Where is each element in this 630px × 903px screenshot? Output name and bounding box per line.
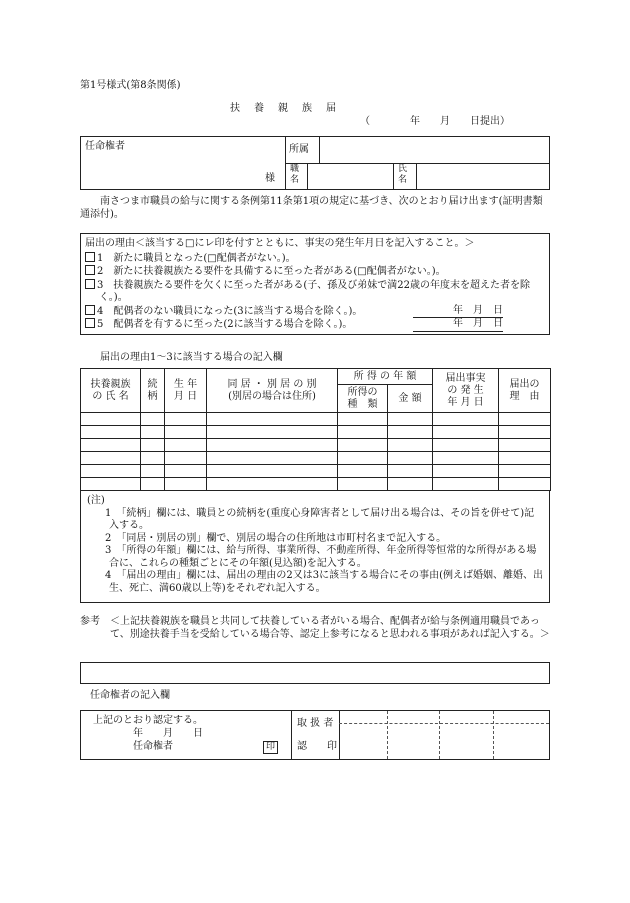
shozoku-label: 所属 <box>289 144 309 155</box>
seal-slot-3[interactable] <box>493 711 494 759</box>
reason-item-4: 4 配偶者のない職員になった(3に該当する場合を除く。)。 年 月 日 <box>85 305 545 319</box>
table-row <box>81 452 551 465</box>
table-cell[interactable] <box>499 465 551 478</box>
table-cell[interactable] <box>338 478 388 491</box>
table-cell[interactable] <box>165 413 207 426</box>
table-cell[interactable] <box>338 452 388 465</box>
submit-date: （ 年 月 日提出） <box>360 116 510 127</box>
table-cell[interactable] <box>81 426 141 439</box>
table-cell[interactable] <box>499 426 551 439</box>
checkbox-5[interactable] <box>85 318 95 328</box>
table-cell[interactable] <box>499 452 551 465</box>
table-cell[interactable] <box>141 439 165 452</box>
notes-heading: (注) <box>87 495 105 506</box>
notes-box <box>80 491 550 603</box>
table-cell[interactable] <box>388 478 433 491</box>
seal-slot-1[interactable] <box>387 711 388 759</box>
form-title: 扶 養 親 族 届 <box>230 103 338 114</box>
shimei-label: 氏 名 <box>398 164 408 185</box>
table-row <box>81 478 551 491</box>
table-cell[interactable] <box>388 452 433 465</box>
table-cell[interactable] <box>165 465 207 478</box>
certified-date[interactable]: 年 月 日 <box>133 728 203 739</box>
note-2: 2 「同居・別居の別」欄で、別居の場合の住所地は市町村名まで記入する。 <box>105 532 447 544</box>
table-cell[interactable] <box>207 426 338 439</box>
reason-item-1: 1 新たに職員となった(□配偶者がない。)。 <box>85 252 545 266</box>
table-cell[interactable] <box>388 465 433 478</box>
table-cell[interactable] <box>141 426 165 439</box>
table-cell[interactable] <box>338 465 388 478</box>
table-row <box>81 439 551 452</box>
table-cell[interactable] <box>165 426 207 439</box>
table-cell[interactable] <box>207 452 338 465</box>
table-cell[interactable] <box>165 478 207 491</box>
table-cell[interactable] <box>499 439 551 452</box>
table-cell[interactable] <box>499 478 551 491</box>
table-cell[interactable] <box>433 413 499 426</box>
checkbox-3[interactable] <box>85 279 95 289</box>
shimei-field[interactable] <box>415 163 547 189</box>
reference-field[interactable] <box>80 662 550 684</box>
table-cell[interactable] <box>388 426 433 439</box>
table-row <box>81 413 551 426</box>
dependents-section <box>80 368 550 603</box>
col-event-date: 届出事実 の 発 生 年 月 日 <box>433 369 499 413</box>
table-cell[interactable] <box>81 413 141 426</box>
checkbox-4[interactable] <box>85 305 95 315</box>
table-cell[interactable] <box>338 413 388 426</box>
reason-5-date[interactable]: 年 月 日 <box>413 318 503 332</box>
table-cell[interactable] <box>433 426 499 439</box>
table-cell[interactable] <box>207 439 338 452</box>
sama-label: 様 <box>265 173 275 184</box>
table-cell[interactable] <box>499 413 551 426</box>
checkbox-1[interactable] <box>85 252 95 262</box>
reasons-box <box>80 233 550 335</box>
handler-label: 取 扱 者 <box>297 718 334 729</box>
table-cell[interactable] <box>338 439 388 452</box>
form-number: 第1号様式(第8条関係) <box>80 80 181 91</box>
shozoku-field[interactable] <box>319 138 547 162</box>
table-row <box>81 426 551 439</box>
table-cell[interactable] <box>207 413 338 426</box>
reference-label: 参考 <box>80 616 100 627</box>
table-cell[interactable] <box>81 465 141 478</box>
table-cell[interactable] <box>433 439 499 452</box>
checkbox-2[interactable] <box>85 265 95 275</box>
col-relation: 続 柄 <box>141 369 165 413</box>
note-1: 1 「続柄」欄には、職員との続柄を(重度心身障害者として届け出る場合は、その旨を併せて)記入する。 <box>105 507 535 531</box>
note-3: 3 「所得の年額」欄には、給与所得、事業所得、不動産所得、年金所得等恒常的な所得がある場合に、これらの種類ごとにその年額(見込額)を記入する。 <box>105 545 537 569</box>
table-cell[interactable] <box>165 452 207 465</box>
table-cell[interactable] <box>165 439 207 452</box>
certified-text: 上記のとおり認定する。 <box>93 715 203 726</box>
reasons-heading: 届出の理由＜該当する□にレ印を付すとともに、事実の発生年月日を記入すること。＞ <box>85 238 475 249</box>
table-cell[interactable] <box>141 413 165 426</box>
intro-text: 南さつま市職員の給与に関する条例第11条第1項の規定に基づき、次のとおり届け出ます(証明書類 通添付)。 <box>80 196 553 220</box>
table-cell[interactable] <box>141 465 165 478</box>
reason-4-date[interactable]: 年 月 日 <box>413 305 503 319</box>
col-amount: 金 額 <box>388 385 433 413</box>
table-cell[interactable] <box>207 465 338 478</box>
appointer-box <box>80 710 550 760</box>
shokumei-field[interactable] <box>307 163 393 189</box>
table-cell[interactable] <box>207 478 338 491</box>
col-income-type: 所得の 種 類 <box>338 385 388 413</box>
col-reason: 届出の 理 由 <box>499 369 551 413</box>
table-row <box>81 465 551 478</box>
reference-text: ＜上記扶養親族を職員と共同して扶養している者がいる場合、配偶者が給与条例適用職員であって、別途扶養手当を受給している場合等、認定上参考になると思われる事項があれば記入する。＞ <box>110 616 550 640</box>
col-income-group: 所 得 の 年 額 <box>338 369 433 385</box>
reason-item-3: 3 扶養親族たる要件を欠くに至った者がある(子、孫及び弟妹で満22歳の年度末を超えた者を除く。)。 <box>85 279 545 305</box>
table-cell[interactable] <box>388 413 433 426</box>
seal-mark: 印 <box>263 741 278 754</box>
table-cell[interactable] <box>141 452 165 465</box>
table-cell[interactable] <box>81 452 141 465</box>
table-cell[interactable] <box>81 478 141 491</box>
reason-item-2: 2 新たに扶養親族たる要件を具備するに至った者がある(□配偶者がない。)。 <box>85 265 545 279</box>
shokumei-label: 職 名 <box>290 164 300 185</box>
table-cell[interactable] <box>433 478 499 491</box>
table-cell[interactable] <box>388 439 433 452</box>
header-box <box>80 136 550 190</box>
approval-label: 認 印 <box>297 741 337 752</box>
table-cell[interactable] <box>81 439 141 452</box>
table-cell[interactable] <box>338 426 388 439</box>
note-4: 4 「届出の理由」欄には、届出の理由の2又は3に該当する場合にその事由(例えば婚姻、離婚、出生、死亡、満60歳以上等)をそれぞれ記入する。 <box>105 570 543 594</box>
reason-item-5: 5 配偶者を有するに至った(2に該当する場合を除く。)。 年 月 日 <box>85 318 545 332</box>
table-cell[interactable] <box>433 452 499 465</box>
appointer-section-title: 任命権者の記入欄 <box>90 690 170 701</box>
dependents-table <box>80 368 551 491</box>
appointer-label: 任命権者 <box>133 741 173 752</box>
seal-slot-2[interactable] <box>439 711 440 759</box>
table-cell[interactable] <box>141 478 165 491</box>
col-name: 扶養親族 の 氏 名 <box>81 369 141 413</box>
col-residence: 同 居 ・ 別 居 の 別 (別居の場合は住所) <box>207 369 338 413</box>
table-cell[interactable] <box>433 465 499 478</box>
col-birth: 生 年 月 日 <box>165 369 207 413</box>
table-title: 届出の理由1～3に該当する場合の記入欄 <box>100 352 283 363</box>
ninmeikensha-label: 任命権者 <box>85 141 125 152</box>
reference-block <box>80 616 550 641</box>
